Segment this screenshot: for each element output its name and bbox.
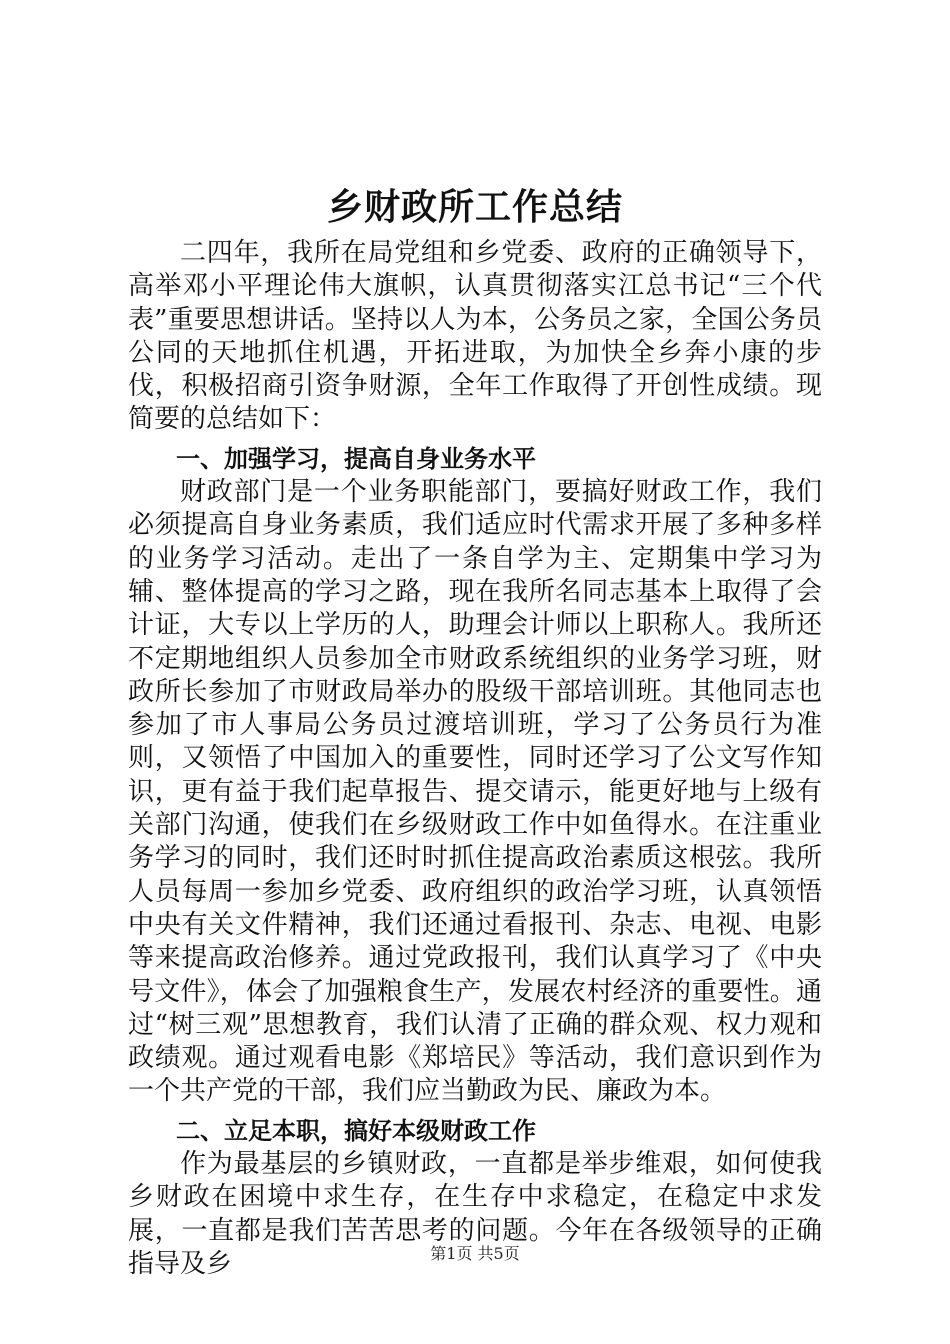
intro-paragraph: 二四年，我所在局党组和乡党委、政府的正确领导下，高举邓小平理论伟大旗帜，认真贯彻落实江总书记“三个代表”重要思想讲话。坚持以人为本，公务员之家，全国公务员公同的天地抓住机遇，开拓进取，为加快全乡奔小康的步伐，积极招商引资争财源，全年工作取得了开创性成绩。现简要的总结如下： bbox=[128, 238, 822, 435]
document-body bbox=[128, 237, 822, 1281]
document-title: 乡财政所工作总结 bbox=[326, 187, 623, 228]
page-number-footer: 第1页 共5页 bbox=[430, 1244, 520, 1263]
section-1-paragraph: 财政部门是一个业务职能部门，要搞好财政工作，我们必须提高自身业务素质，我们适应时代需求开展了多种多样的业务学习活动。走出了一条自学为主、定期集中学习为辅、整体提高的学习之路，现在我所名同志基本上取得了会计证，大专以上学历的人，助理会计师以上职称人。我所还不定期地组织人员参加全市财政系统组织的业务学习班，财政所长参加了市财政局举办的股级干部培训班。其他同志也参加了市人事局公务员过渡培训班，学习了公务员行为准则，又领悟了中国加入的重要性，同时还学习了公文写作知识，更有益于我们起草报告、提交请示，能更好地与上级有关部门沟通，使我们在乡级财政工作中如鱼得水。在注重业务学习的同时，我们还时时抓住提高政治素质这根弦。我所人员每周一参加乡党委、政府组织的政治学习班，认真领悟中央有关文件精神，我们还通过看报刊、杂志、电视、电影等来提高政治修养。通过党政报刊，我们认真学习了《中央号文件》，体会了加强粮食生产，发展农村经济的重要性。通过“树三观”思想教育，我们认清了正确的群众观、权力观和政绩观。通过观看电影《郑培民》等活动，我们意识到作为一个共产党的干部，我们应当勤政为民、廉政为本。 bbox=[128, 477, 822, 1107]
section-2-heading: 二、立足本职，搞好本级财政工作 bbox=[176, 1116, 536, 1145]
section-2-paragraph: 作为最基层的乡镇财政，一直都是举步维艰，如何使我乡财政在困境中求生存，在生存中求稳定，在稳定中求发展，一直都是我们苦苦思考的问题。今年在各级领导的正确指导及乡 bbox=[128, 1149, 822, 1279]
section-1-heading: 一、加强学习，提高自身业务水平 bbox=[176, 444, 536, 473]
